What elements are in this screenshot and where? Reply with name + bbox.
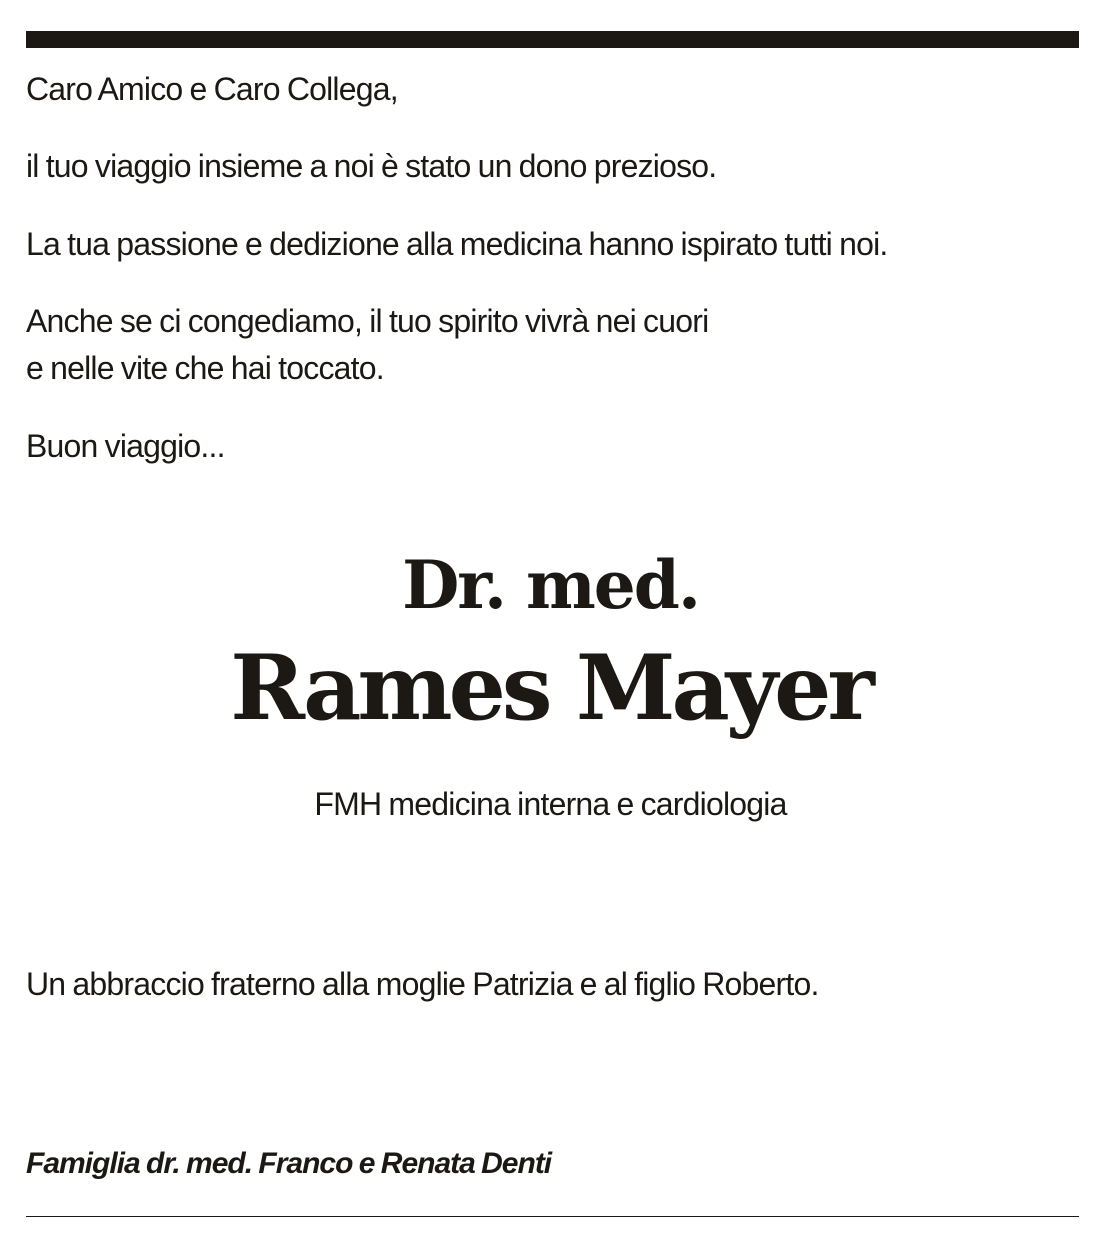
- message-line-2: La tua passione e dedizione alla medicina hanno ispirato tutti noi.: [26, 226, 888, 262]
- bottom-divider: [26, 1216, 1079, 1217]
- farewell: Buon viaggio...: [26, 428, 225, 464]
- deceased-title: Dr. med.: [402, 546, 699, 624]
- deceased-name: Rames Mayer: [230, 635, 871, 741]
- greeting: Caro Amico e Caro Collega,: [26, 71, 398, 107]
- message-line-1: il tuo viaggio insieme a noi è stato un dono prezioso.: [26, 148, 717, 184]
- top-divider: [26, 31, 1079, 48]
- message-line-3a: Anche se ci congediamo, il tuo spirito vivrà nei cuori: [26, 303, 709, 339]
- condolence-message: Un abbraccio fraterno alla moglie Patrizia e al figlio Roberto.: [26, 966, 819, 1002]
- deceased-specialty: FMH medicina interna e cardiologia: [314, 786, 787, 822]
- message-line-3b: e nelle vite che hai toccato.: [26, 350, 384, 386]
- signature: Famiglia dr. med. Franco e Renata Denti: [26, 1147, 552, 1180]
